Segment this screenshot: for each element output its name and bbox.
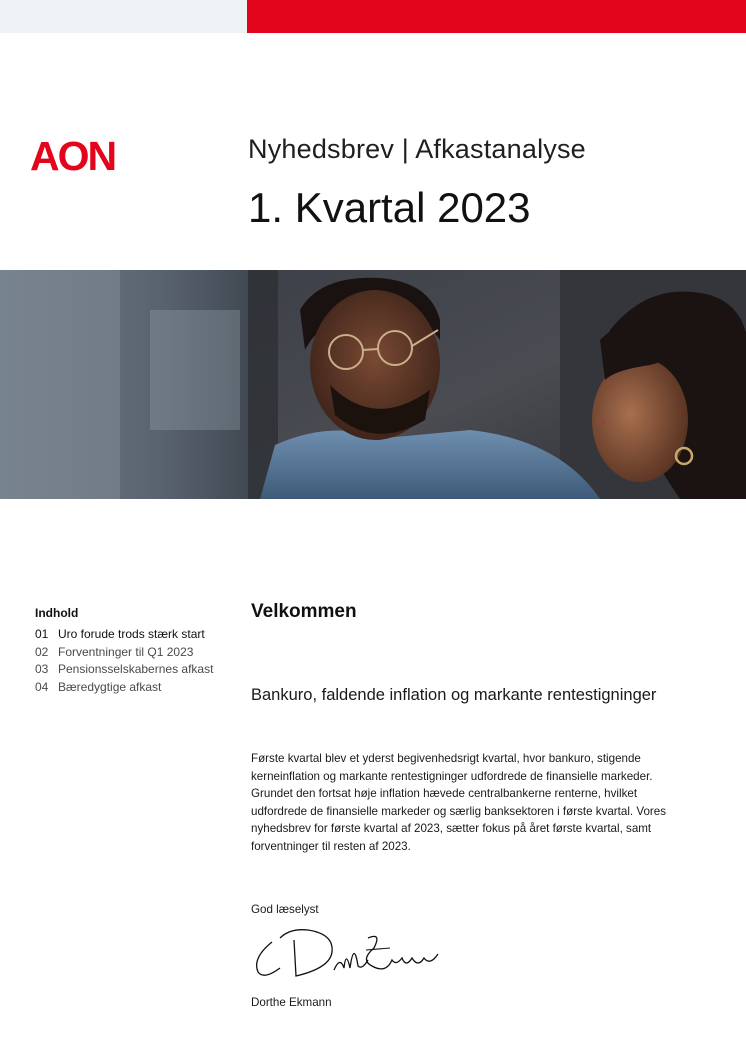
welcome-heading: Velkommen [251,601,357,622]
greeting-text: God læselyst [251,903,319,916]
toc-item[interactable] [35,679,240,697]
top-bar-light [0,0,247,33]
toc-heading: Indhold [35,606,79,620]
photo-two-people-looking-at-screen-icon [0,270,746,499]
lead-paragraph: Bankuro, faldende inflation og markante rentestigninger [251,686,657,704]
toc-item[interactable] [35,661,240,679]
toc-item-label: Forventninger til Q1 2023 [58,644,194,659]
top-bar-accent [247,0,746,33]
toc-item-number: 04 [35,679,49,694]
aon-logo [30,136,128,176]
body-paragraph: Første kvartal blev et yderst begivenhedsrigt kvartal, hvor bankuro, stigende kerneinflation og markante rentestigninger udfordrede de finansielle markeder. Grundet den fortsat høje inflation hævede centralbankerne renterne, hvilket udfordrede de finansielle markeder og særlig banksektoren i første kvartal. Vores nyhedsbrev for første kvartal af 2023, sætter fokus på året første kvartal, samt forventninger til resten af 2023. [251,752,667,853]
hero-photo [0,270,746,499]
toc-item-label: Uro forude trods stærk start [58,627,205,641]
svg-text:AON: AON [30,136,116,176]
signature-icon [250,920,450,986]
document-title: 1. Kvartal 2023 [248,184,531,231]
toc-item-number: 03 [35,662,49,676]
toc-item-number: 01 [35,627,49,641]
toc-item[interactable] [35,644,240,662]
signer-name: Dorthe Ekmann [251,996,332,1009]
toc-item[interactable] [35,626,240,644]
toc-item-label: Pensionsselskabernes afkast [58,662,214,676]
document-subtitle: Nyhedsbrev | Afkastanalyse [248,134,586,164]
table-of-contents [35,606,240,696]
toc-item-number: 02 [35,644,49,659]
toc-item-label: Bæredygtige afkast [58,679,162,694]
